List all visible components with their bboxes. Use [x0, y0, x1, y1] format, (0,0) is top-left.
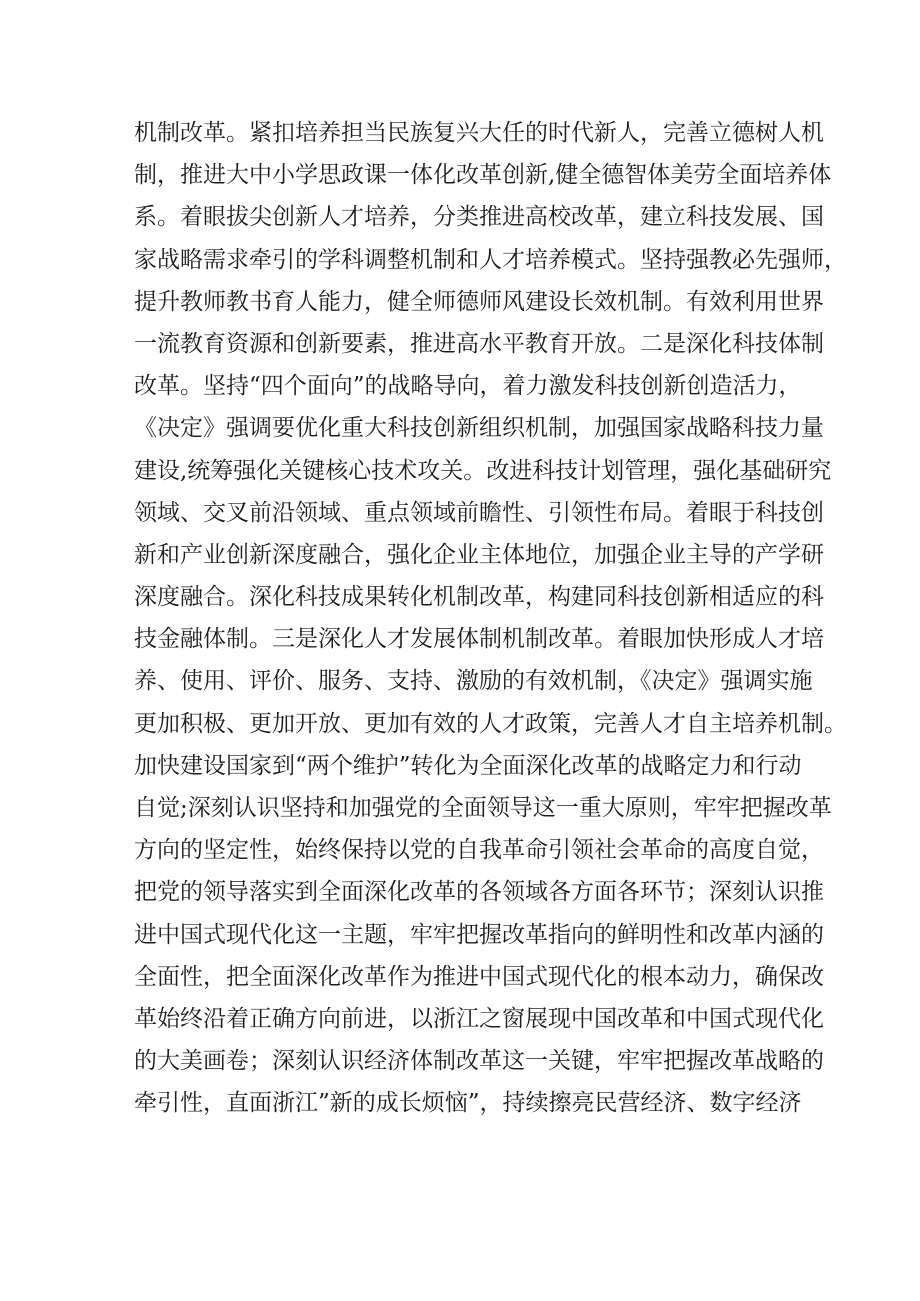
text-line: 系。着眼拔尖创新人才培养，分类推进高校改革，建立科技发展、国 [134, 204, 824, 231]
text-line: 机制改革。紧扣培养担当民族复兴大任的时代新人，完善立德树人机 [134, 120, 824, 146]
text-line: 领域、交叉前沿领域、重点领域前瞻性、引领性布局。着眼于科技创 [134, 499, 824, 526]
text-line: 技金融体制。三是深化人才发展体制机制改革。着眼加快形成人才培 [134, 626, 824, 653]
text-line: 全面性，把全面深化改革作为推进中国式现代化的根本动力，确保改 [134, 963, 824, 990]
text-line: 革始终沿着正确方向前进，以浙江之窗展现中国改革和中国式现代化 [134, 1005, 824, 1032]
text-line: 更加积极、更加开放、更加有效的人才政策，完善人才自主培养机制。 [134, 710, 847, 737]
text-line: 家战略需求牵引的学科调整机制和人才培养模式。坚持强教必先强师， [134, 246, 847, 273]
text-line: 加快建设国家到“两个维护”转化为全面深化改革的战略定力和行动 [134, 752, 802, 779]
text-line: 自觉;深刻认识坚持和加强党的全面领导这一重大原则，牢牢把握改革 [134, 795, 832, 821]
text-line: 提升教师教书育人能力，健全师德师风建设长效机制。有效利用世界 [134, 288, 824, 315]
text-line: 《决定》强调要优化重大科技创新组织机制，加强国家战略科技力量 [134, 415, 824, 442]
text-line: 养、使用、评价、服务、支持、激励的有效机制，《决定》强调实施 [134, 668, 813, 695]
text-line: 深度融合。深化科技成果转化机制改革，构建同科技创新相适应的科 [134, 584, 824, 611]
text-line: 建设,统筹强化关键核心技术攻关。改进科技计划管理，强化基础研究 [134, 457, 832, 484]
text-line: 新和产业创新深度融合，强化企业主体地位，加强企业主导的产学研 [134, 541, 824, 568]
text-line: 方向的坚定性，始终保持以党的自我革命引领社会革命的高度自觉， [134, 837, 824, 864]
text-line: 一流教育资源和创新要素，推进高水平教育开放。二是深化科技体制 [134, 330, 824, 357]
text-line: 牵引性，直面浙江”新的成长烦恼”，持续擦亮民营经济、数字经济 [134, 1090, 802, 1117]
text-line: 改革。坚持“四个面向”的战略导向，着力激发科技创新创造活力， [134, 373, 802, 400]
text-line: 进中国式现代化这一主题，牢牢把握改革指向的鲜明性和改革内涵的 [134, 921, 824, 948]
text-line: 把党的领导落实到全面深化改革的各领域各方面各环节；深刻认识推 [134, 879, 824, 906]
text-line: 的大美画卷；深刻认识经济体制改革这一关键，牢牢把握改革战略的 [134, 1048, 824, 1075]
text-line: 制，推进大中小学思政课一体化改革创新,健全德智体美劳全面培养体 [134, 162, 832, 189]
body-text [134, 112, 847, 1125]
